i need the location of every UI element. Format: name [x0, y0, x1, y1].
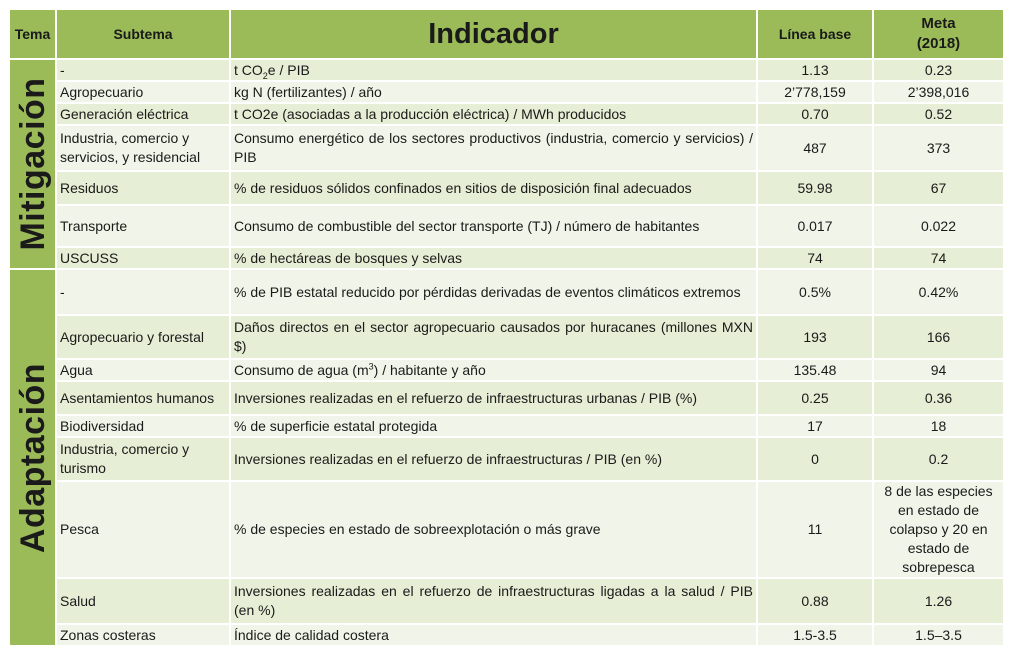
indicador-text: Consumo de agua (m: [234, 361, 369, 378]
indicador-superscript: 3: [368, 360, 374, 371]
subtema-cell: Agua: [56, 359, 230, 381]
linea-base-cell: 11: [757, 481, 873, 578]
subtema-cell: Industria, comercio y servicios, y residencial: [56, 125, 230, 171]
tema-adaptacion-cell: [9, 269, 56, 646]
meta-cell: 0.36: [873, 381, 1004, 415]
subtema-cell: Zonas costeras: [56, 624, 230, 646]
meta-cell: 8 de las especies en estado de colapso y 20 en estado de sobrepesca: [873, 481, 1004, 578]
linea-base-cell: 193: [757, 315, 873, 359]
indicador-cell: kg N (fertilizantes) / año: [230, 81, 757, 103]
header-tema: Tema: [9, 9, 56, 59]
subtema-cell: Asentamientos humanos: [56, 381, 230, 415]
meta-cell: 0.23: [873, 59, 1004, 81]
linea-base-cell: 59.98: [757, 171, 873, 205]
indicador-subscript: 2: [262, 70, 268, 81]
subtema-cell: Residuos: [56, 171, 230, 205]
meta-cell: 18: [873, 415, 1004, 437]
indicador-text-end: e / PIB: [267, 61, 310, 78]
table-row: [9, 59, 1004, 81]
linea-base-cell: 0.017: [757, 205, 873, 247]
subtema-cell: Agropecuario: [56, 81, 230, 103]
table-row: [9, 81, 1004, 103]
indicador-cell: % de hectáreas de bosques y selvas: [230, 247, 757, 269]
header-meta-label: Meta: [921, 15, 956, 32]
linea-base-cell: 0.88: [757, 578, 873, 624]
linea-base-cell: 487: [757, 125, 873, 171]
header-linea-base: Línea base: [757, 9, 873, 59]
indicador-cell: % de residuos sólidos confinados en sitios de disposición final adecuados: [230, 171, 757, 205]
subtema-cell: Industria, comercio y turismo: [56, 437, 230, 481]
linea-base-cell: 135.48: [757, 359, 873, 381]
table-row: [9, 415, 1004, 437]
indicador-cell: % de superficie estatal protegida: [230, 415, 757, 437]
subtema-cell: Biodiversidad: [56, 415, 230, 437]
indicador-cell: Inversiones realizadas en el refuerzo de infraestructuras urbanas / PIB (%): [230, 381, 757, 415]
meta-cell: 373: [873, 125, 1004, 171]
table-row: [9, 578, 1004, 624]
linea-base-cell: 74: [757, 247, 873, 269]
indicador-cell: Índice de calidad costera: [230, 624, 757, 646]
table-row: [9, 437, 1004, 481]
header-indicador: Indicador: [230, 9, 757, 59]
linea-base-cell: 2’778,159: [757, 81, 873, 103]
linea-base-cell: 0.25: [757, 381, 873, 415]
table-row: [9, 103, 1004, 125]
subtema-cell: Generación eléctrica: [56, 103, 230, 125]
linea-base-cell: 1.13: [757, 59, 873, 81]
table-row: [9, 171, 1004, 205]
indicador-cell: % de PIB estatal reducido por pérdidas derivadas de eventos climáticos extremos: [230, 269, 757, 315]
indicador-text: t CO: [234, 61, 263, 78]
table-row: [9, 624, 1004, 646]
table-row: [9, 247, 1004, 269]
linea-base-cell: 17: [757, 415, 873, 437]
table-row: [9, 359, 1004, 381]
meta-cell: 1.26: [873, 578, 1004, 624]
meta-cell: 1.5–3.5: [873, 624, 1004, 646]
subtema-cell: Pesca: [56, 481, 230, 578]
indicador-cell: Inversiones realizadas en el refuerzo de infraestructuras / PIB (en %): [230, 437, 757, 481]
indicador-text-end: ) / habitante y año: [373, 361, 486, 378]
subtema-cell: Salud: [56, 578, 230, 624]
meta-cell: 94: [873, 359, 1004, 381]
subtema-cell: Transporte: [56, 205, 230, 247]
meta-cell: 166: [873, 315, 1004, 359]
meta-cell: 2’398,016: [873, 81, 1004, 103]
linea-base-cell: 0.70: [757, 103, 873, 125]
indicador-cell: Daños directos en el sector agropecuario causados por huracanes (millones MXN $): [230, 315, 757, 359]
indicador-cell: % de especies en estado de sobreexplotación o más grave: [230, 481, 757, 578]
indicador-cell: [230, 359, 757, 381]
table-row: [9, 481, 1004, 578]
table-row: [9, 269, 1004, 315]
linea-base-cell: 0.5%: [757, 269, 873, 315]
meta-cell: 0.2: [873, 437, 1004, 481]
indicador-cell: Consumo de combustible del sector transporte (TJ) / número de habitantes: [230, 205, 757, 247]
tema-adaptacion-label: Adaptación: [13, 362, 52, 553]
tema-mitigacion-cell: [9, 59, 56, 269]
meta-cell: 0.022: [873, 205, 1004, 247]
subtema-cell: Agropecuario y forestal: [56, 315, 230, 359]
subtema-cell: USCUSS: [56, 247, 230, 269]
linea-base-cell: 1.5-3.5: [757, 624, 873, 646]
indicador-cell: t CO2e (asociadas a la producción eléctrica) / MWh producidos: [230, 103, 757, 125]
header-row: [9, 9, 1004, 59]
indicador-cell: [230, 59, 757, 81]
header-subtema: Subtema: [56, 9, 230, 59]
tema-mitigacion-label: Mitigación: [13, 77, 52, 251]
meta-cell: 0.42%: [873, 269, 1004, 315]
subtema-cell: -: [56, 269, 230, 315]
header-meta-year: (2018): [916, 35, 961, 52]
table-row: [9, 205, 1004, 247]
indicador-cell: Inversiones realizadas en el refuerzo de infraestructuras ligadas a la salud / PIB (en %): [230, 578, 757, 624]
table-row: [9, 381, 1004, 415]
meta-cell: 67: [873, 171, 1004, 205]
table-row: [9, 125, 1004, 171]
indicador-cell: Consumo energético de los sectores productivos (industria, comercio y servicios) / PIB: [230, 125, 757, 171]
header-meta: [873, 9, 1004, 59]
subtema-cell: -: [56, 59, 230, 81]
meta-cell: 74: [873, 247, 1004, 269]
linea-base-cell: 0: [757, 437, 873, 481]
meta-cell: 0.52: [873, 103, 1004, 125]
indicators-table: [8, 8, 1005, 647]
table-row: [9, 315, 1004, 359]
